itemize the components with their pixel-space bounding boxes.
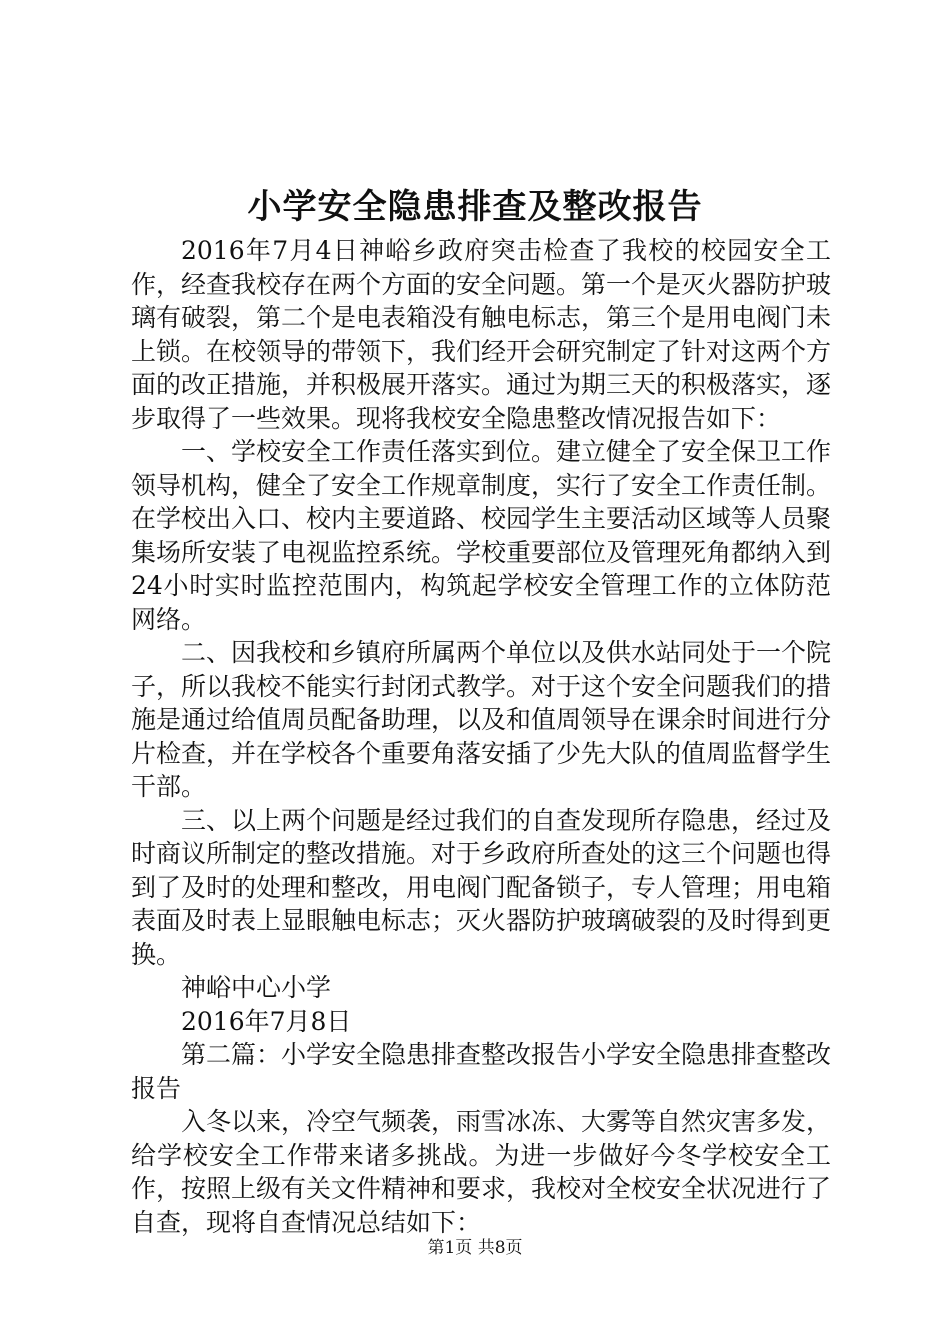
page-number-footer: 第1页 共8页 — [427, 1238, 523, 1258]
paragraph-intro: 2016年7月4日神峪乡政府突击检查了我校的校园安全工作，经查我校存在两个方面的安全问题。第一个是灭火器防护玻璃有破裂，第二个是电表箱没有触电标志，第三个是用电阀门未上锁。在校领导的带领下，我们经开会研究制定了针对这两个方面的改正措施，并积极展开落实。通过为期三天的积极落实，逐步取得了一些效果。现将我校安全隐患整改情况报告如下： — [131, 236, 832, 433]
signature-date: 2016年7月8日 — [181, 1006, 352, 1036]
signature-school: 神峪中心小学 — [181, 973, 332, 1002]
paragraph-second-article-intro: 入冬以来，冷空气频袭，雨雪冰冻、大雾等自然灾害多发，给学校安全工作带来诸多挑战。为进一步做好今冬学校安全工作，按照上级有关文件精神和要求，我校对全校安全状况进行了自查，现将自查情况总结如下： — [131, 1107, 832, 1237]
paragraph-section-2: 二、因我校和乡镇府所属两个单位以及供水站同处于一个院子，所以我校不能实行封闭式教学。对于这个安全问题我们的措施是通过给值周员配备助理，以及和值周领导在课余时间进行分片检查，并在学校各个重要角落安插了少先大队的值周监督学生干部。 — [131, 638, 832, 801]
paragraph-second-article-title: 第二篇：小学安全隐患排查整改报告小学安全隐患排查整改报告 — [131, 1040, 832, 1103]
paragraph-section-1: 一、学校安全工作责任落实到位。建立健全了安全保卫工作领导机构，健全了安全工作规章制度，实行了安全工作责任制。在学校出入口、校内主要道路、校园学生主要活动区域等人员聚集场所安装了电视监控系统。学校重要部位及管理死角都纳入到24小时实时监控范围内，构筑起学校安全管理工作的立体防范网络。 — [131, 437, 832, 634]
document-body — [131, 234, 831, 1239]
document-title: 小学安全隐患排查及整改报告 — [247, 187, 703, 227]
paragraph-section-3: 三、以上两个问题是经过我们的自查发现所存隐患，经过及时商议所制定的整改措施。对于乡政府所查处的这三个问题也得到了及时的处理和整改，用电阀门配备锁子，专人管理；用电箱表面及时表上显眼触电标志；灭火器防护玻璃破裂的及时得到更换。 — [131, 805, 832, 969]
